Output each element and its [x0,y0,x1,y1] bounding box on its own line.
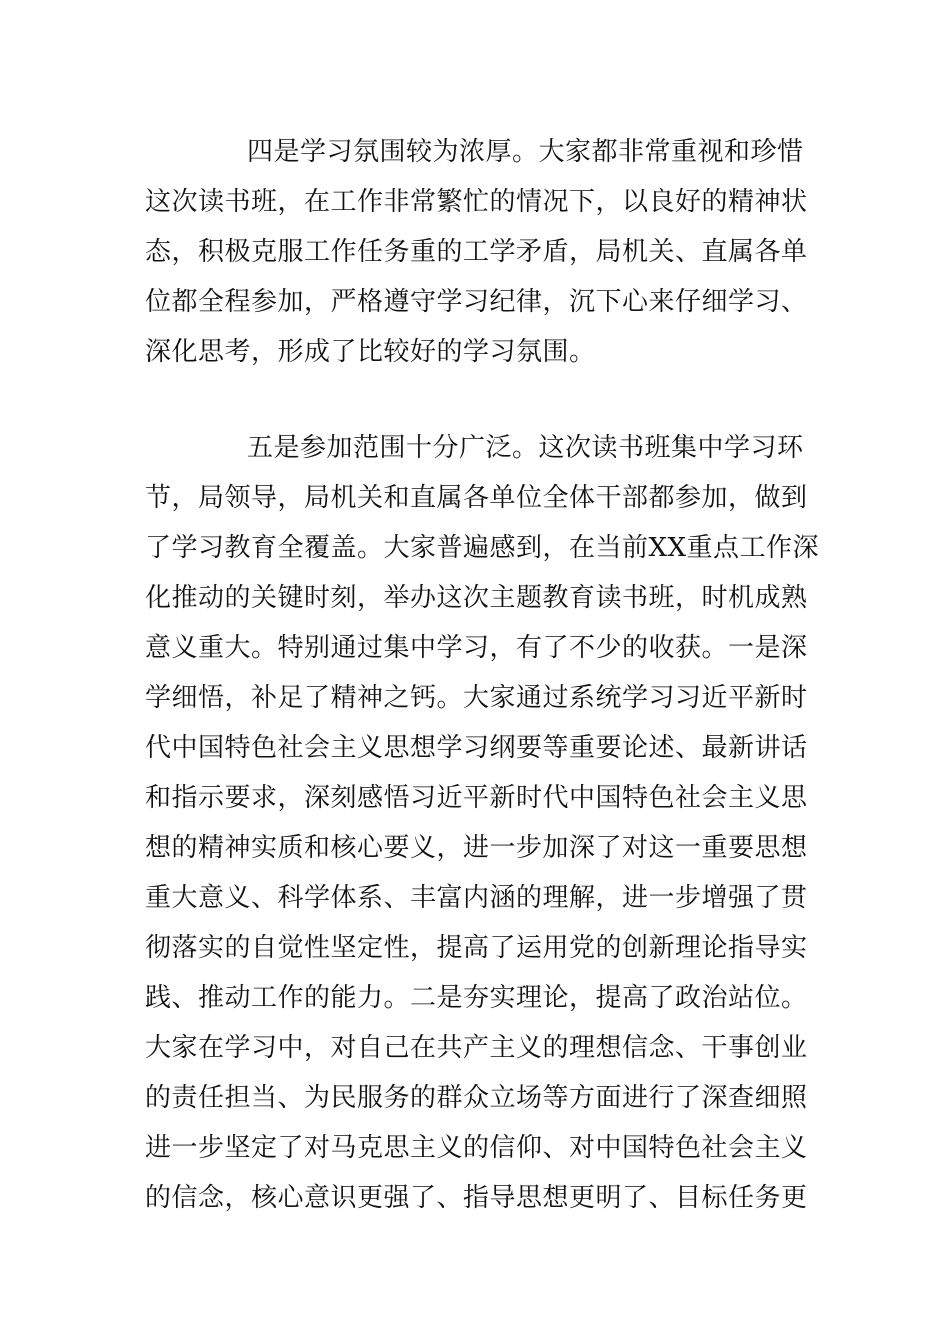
text-line: 节，局领导，局机关和直属各单位全体干部都参加，做到 [145,483,808,513]
text-line: 态，积极克服工作任务重的工学矛盾，局机关、直属各单 [145,237,808,267]
text-line: 这次读书班，在工作非常繁忙的情况下，以良好的精神状 [145,187,808,217]
text-line: 深化思考，形成了比较好的学习氛围。 [145,337,596,367]
text-line: 四是学习氛围较为浓厚。大家都非常重视和珍惜 [247,137,804,167]
text-line: 和指示要求，深刻感悟习近平新时代中国特色社会主义思 [145,783,808,813]
text-line: 的信念，核心意识更强了、指导思想更明了、目标任务更 [145,1183,808,1213]
text-line: 彻落实的自觉性坚定性，提高了运用党的创新理论指导实 [145,933,808,963]
text-line: 化推动的关键时刻，举办这次主题教育读书班，时机成熟 [145,583,808,613]
text-line: 想的精神实质和核心要义，进一步加深了对这一重要思想 [145,833,808,863]
text-line: 意义重大。特别通过集中学习，有了不少的收获。一是深 [145,633,808,663]
text-line: 进一步坚定了对马克思主义的信仰、对中国特色社会主义 [145,1133,808,1163]
text-line: 践、推动工作的能力。二是夯实理论，提高了政治站位。 [145,983,808,1013]
text-line: 的责任担当、为民服务的群众立场等方面进行了深查细照 [145,1083,808,1113]
text-line: 重大意义、科学体系、丰富内涵的理解，进一步增强了贯 [145,883,808,913]
text-line: 五是参加范围十分广泛。这次读书班集中学习环 [247,433,804,463]
text-line: 大家在学习中，对自己在共产主义的理想信念、干事创业 [145,1033,808,1063]
text-line: 学细悟，补足了精神之钙。大家通过系统学习习近平新时 [145,683,808,713]
text-line: 代中国特色社会主义思想学习纲要等重要论述、最新讲话 [145,733,808,763]
text-line: 位都全程参加，严格遵守学习纪律，沉下心来仔细学习、 [145,287,808,317]
text-line: 了学习教育全覆盖。大家普遍感到，在当前XX重点工作深 [145,533,820,563]
